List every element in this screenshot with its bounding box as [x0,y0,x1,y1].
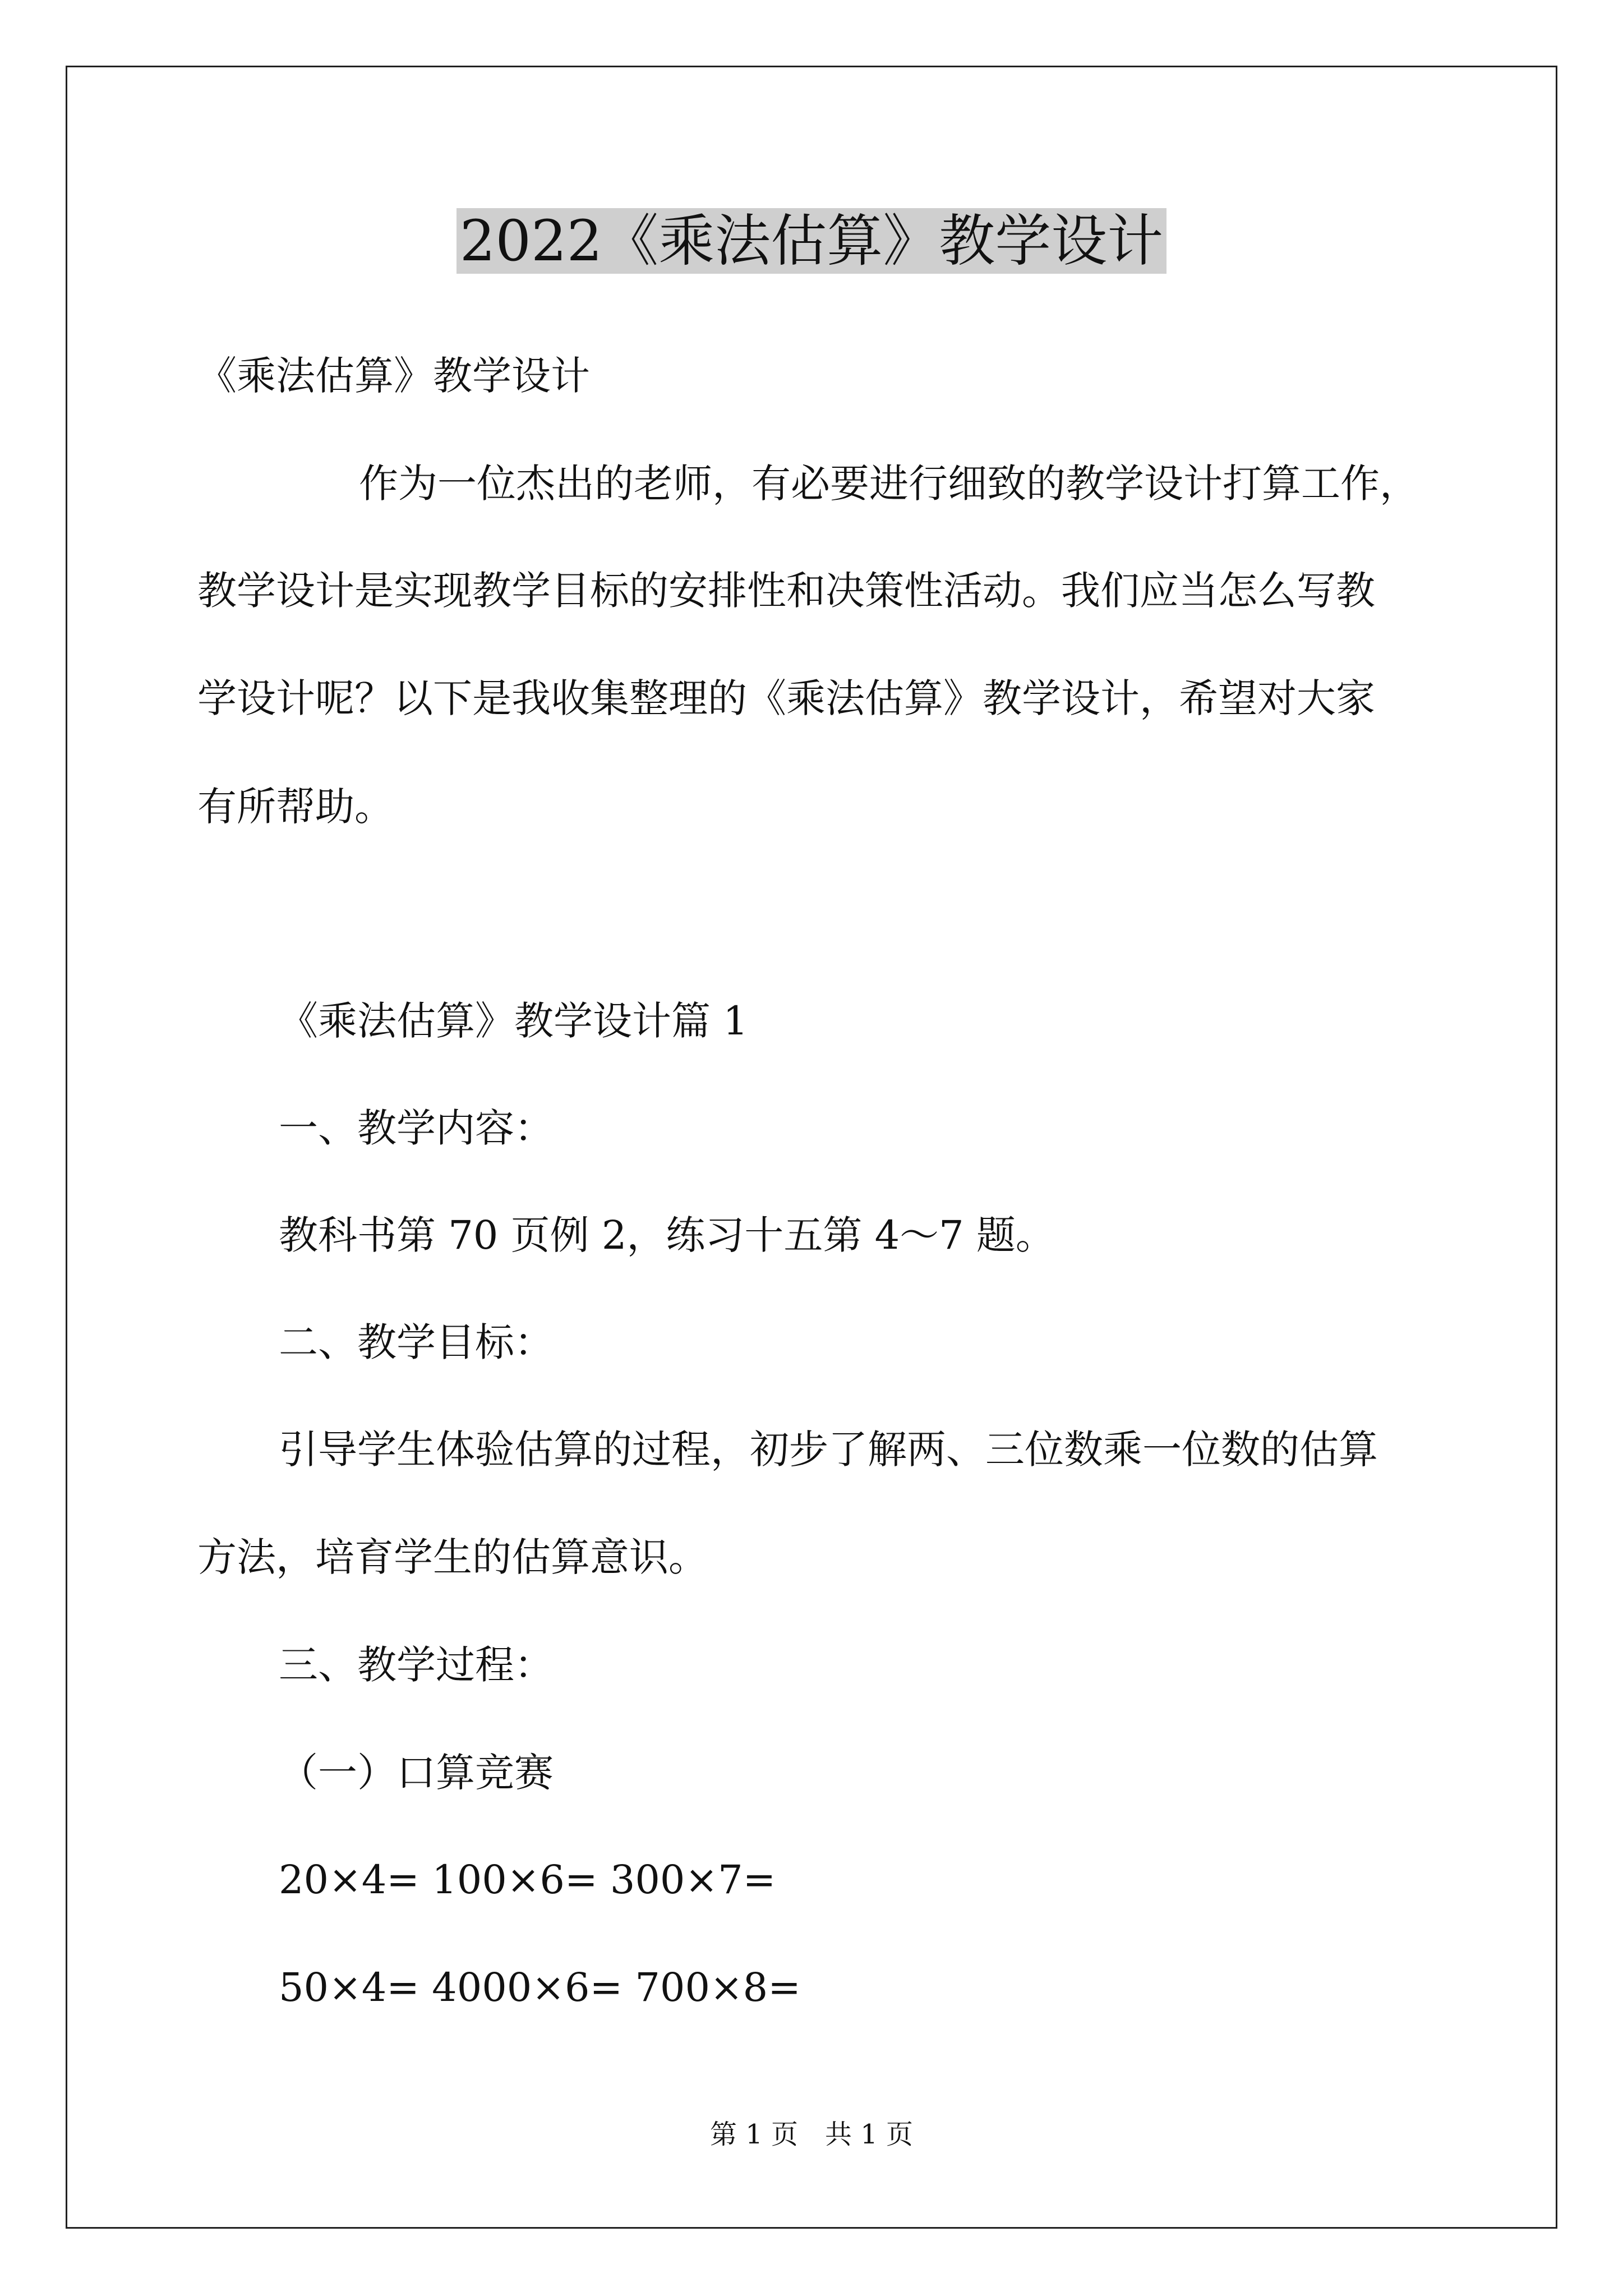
process-heading: 三、教学过程： [279,1642,554,1688]
goal-line-2: 方法，培育学生的估算意识。 [197,1534,708,1580]
intro-line-4: 有所帮助。 [197,784,394,830]
page-footer: 第 1 页 共 1 页 [709,2119,914,2150]
sub-heading: （一）口算竞赛 [279,1750,554,1796]
exercise-row-2: 50×4= 4000×6= 700×8= [279,1964,801,2010]
section-title: 《乘法估算》教学设计篇 1 [279,998,748,1044]
exercise-row-1: 20×4= 100×6= 300×7= [279,1857,776,1903]
document-title [0,202,1623,280]
document-subtitle: 《乘法估算》教学设计 [197,353,590,399]
content-text: 教科书第 70 页例 2，练习十五第 4～7 题。 [279,1212,1055,1258]
goal-heading: 二、教学目标： [279,1319,554,1365]
intro-line-2: 教学设计是实现教学目标的安排性和决策性活动。我们应当怎么写教 [197,568,1375,614]
intro-line-1: 作为一位杰出的老师，有必要进行细致的教学设计打算工作， [359,461,1419,507]
content-heading: 一、教学内容： [279,1105,554,1151]
goal-line-1: 引导学生体验估算的过程，初步了解两、三位数乘一位数的估算 [279,1427,1378,1473]
document-title-text: 2022《乘法估算》教学设计 [457,208,1167,274]
intro-line-3: 学设计呢？以下是我收集整理的《乘法估算》教学设计，希望对大家 [197,675,1375,721]
